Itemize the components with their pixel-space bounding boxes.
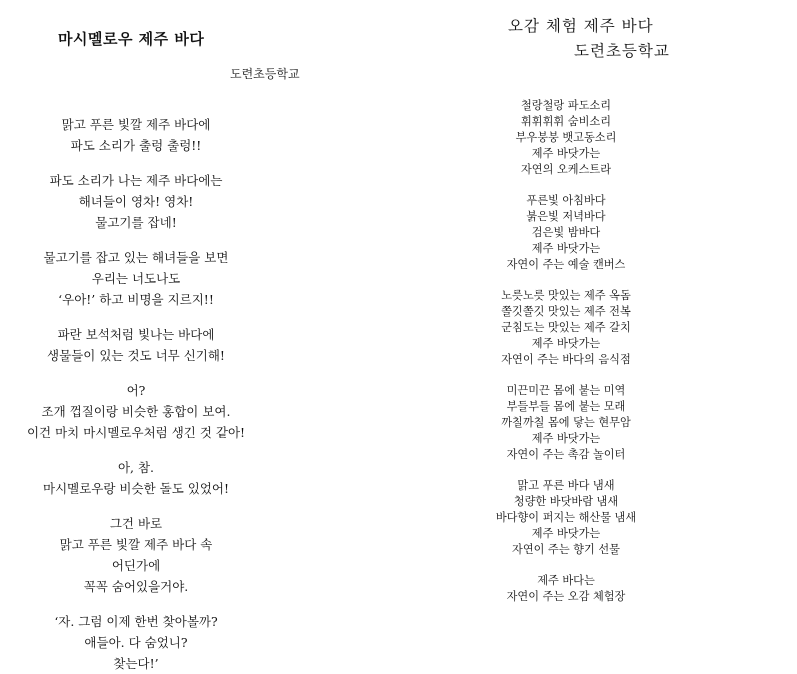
poem-line: 그건 바로 (109, 516, 163, 531)
poem-line: 자연이 주는 촉감 놀이터 (506, 448, 626, 461)
poem-stanza (0, 324, 272, 366)
poem-line: 휘휘휘휘 숨비소리 (520, 115, 611, 128)
poem-line: 조개 껍질이랑 비슷한 홍합이 보여. (41, 404, 231, 419)
left-poem-body (0, 114, 272, 674)
poem-line: 자연이 주는 오감 체험장 (506, 590, 626, 603)
poem-line: 제주 바닷가는 (531, 337, 601, 350)
poem-stanza (0, 611, 272, 674)
poem-line: 애들아. 다 숨었니? (84, 635, 188, 650)
poem-stanza (0, 170, 272, 233)
poem-stanza (455, 288, 677, 368)
poem-stanza (0, 114, 272, 156)
poem-stanza (455, 573, 677, 605)
poem-line: 까칠까칠 몸에 닿는 현무암 (501, 416, 631, 429)
right-poem-school: 도련초등학교 (574, 42, 670, 60)
left-poem-title: 마시멜로우 제주 바다 (58, 30, 205, 48)
poem-stanza (455, 478, 677, 558)
poem-line: 찾는다!’ (113, 656, 159, 671)
left-poem-school: 도련초등학교 (230, 67, 300, 81)
poem-line: ‘자. 그럼 이제 한번 찾아볼까? (54, 614, 218, 629)
poem-line: 노릇노릇 맛있는 제주 옥돔 (501, 289, 631, 302)
poem-line: 제주 바닷가는 (531, 147, 601, 160)
poem-line: 붉은빛 저녁바다 (526, 210, 606, 223)
poem-line: 푸른빛 아침바다 (526, 194, 606, 207)
poem-line: 이건 마치 마시멜로우처럼 생긴 것 같아! (26, 425, 246, 440)
poem-line: 맑고 푸른 빛깔 제주 바다 속 (59, 537, 213, 552)
poem-line: 자연이 주는 향기 선물 (512, 543, 620, 556)
poem-line: 제주 바다는 (537, 574, 595, 587)
poem-line: 물고기를 잡고 있는 해녀들을 보면 (43, 250, 229, 265)
poem-line: 제주 바닷가는 (531, 527, 601, 540)
poem-line: 제주 바닷가는 (531, 432, 601, 445)
poem-line: 어? (126, 383, 146, 398)
poem-stanza (0, 380, 272, 443)
poem-stanza (455, 193, 677, 273)
poem-line: 아, 참. (117, 460, 155, 475)
poem-line: 청량한 바닷바람 냄새 (513, 495, 619, 508)
poem-line: 생물들이 있는 것도 너무 신기해! (47, 348, 225, 363)
poem-stanza (0, 513, 272, 597)
poem-line: 해녀들이 영차! 영차! (78, 194, 194, 209)
poem-line: 검은빛 밤바다 (531, 226, 601, 239)
right-poem-body (455, 98, 677, 605)
poem-line: 맑고 푸른 빛깔 제주 바다에 (61, 117, 211, 132)
poem-stanza (455, 98, 677, 178)
poem-line: 바다향이 퍼지는 해산물 냄새 (495, 511, 637, 524)
poem-stanza (0, 457, 272, 499)
poem-line: 파도 소리가 출렁 출렁!! (70, 138, 202, 153)
poem-line: 자연의 오케스트라 (520, 163, 611, 176)
poem-line: 우리는 너도나도 (91, 271, 181, 286)
poem-line: 부우붕붕 뱃고동소리 (515, 131, 617, 144)
poem-stanza (0, 247, 272, 310)
poem-line: 제주 바닷가는 (531, 242, 601, 255)
poem-line: 군침도는 맛있는 제주 갈치 (501, 321, 631, 334)
poem-line: 파란 보석처럼 빛나는 바다에 (57, 327, 215, 342)
poem-stanza (455, 383, 677, 463)
poem-line: ‘우아!’ 하고 비명을 지르지!! (58, 292, 214, 307)
poem-line: 자연이 주는 예술 캔버스 (506, 258, 626, 271)
poem-line: 파도 소리가 나는 제주 바다에는 (49, 173, 223, 188)
poem-line: 쫄깃쫄깃 맛있는 제주 전복 (501, 305, 631, 318)
poem-line: 미끈미끈 몸에 붙는 미역 (506, 384, 626, 397)
right-poem-title: 오감 체험 제주 바다 (508, 17, 654, 35)
poem-line: 자연이 주는 바다의 음식점 (501, 353, 631, 366)
poem-line: 어딘가에 (111, 558, 161, 573)
poem-line: 꼭꼭 숨어있을거야. (83, 579, 189, 594)
poem-line: 물고기를 잡네! (95, 215, 177, 230)
poem-line: 마시멜로우랑 비슷한 돌도 있었어! (43, 481, 229, 496)
poem-line: 맑고 푸른 바다 냄새 (517, 479, 615, 492)
poem-line: 철랑철랑 파도소리 (520, 99, 611, 112)
poem-line: 부들부들 몸에 붙는 모래 (506, 400, 626, 413)
